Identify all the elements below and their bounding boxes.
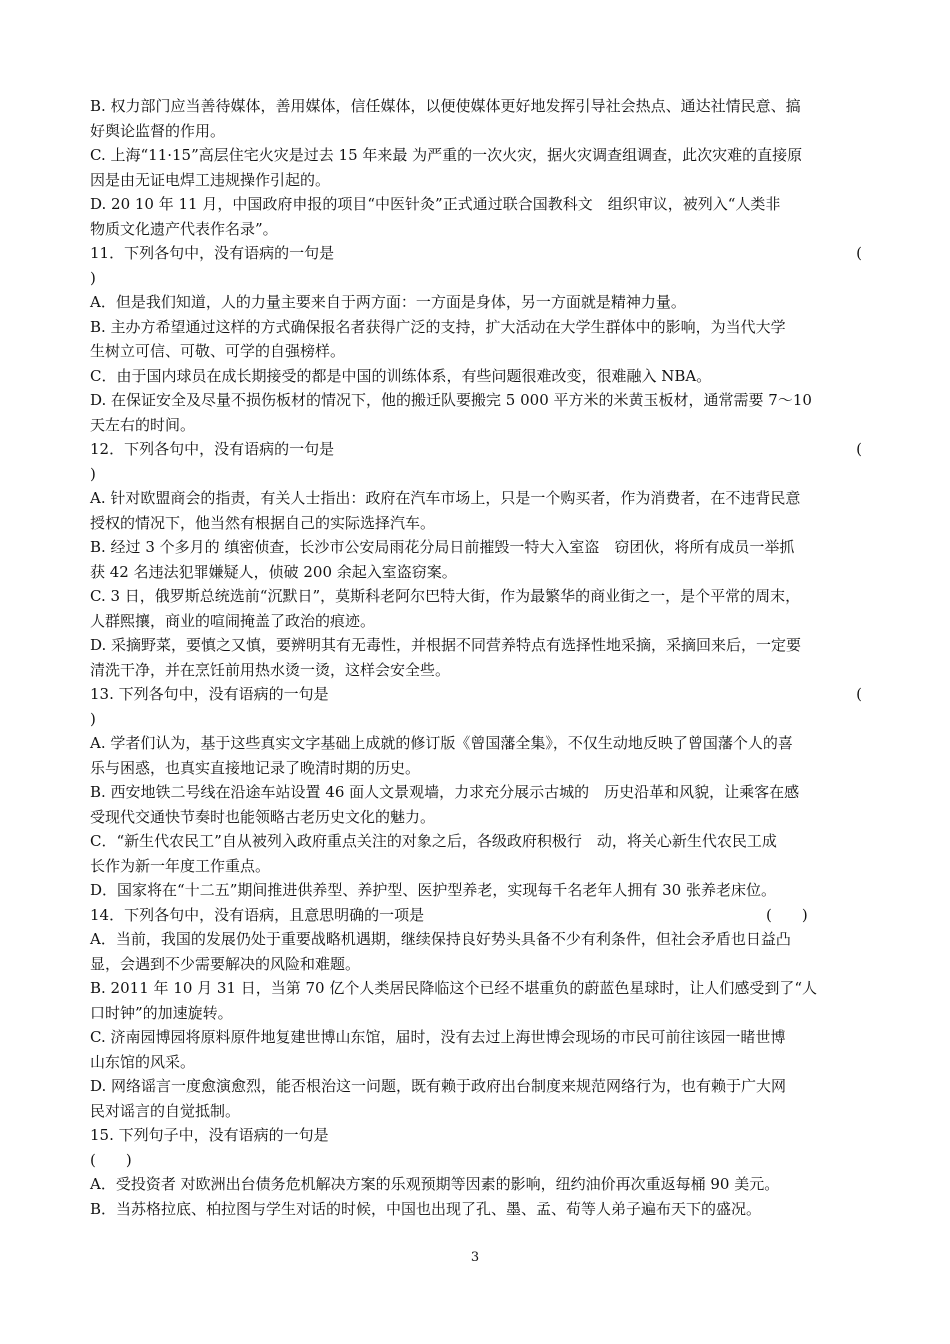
text-line: 山东馆的风采。 bbox=[90, 1052, 196, 1071]
answer-bracket-close: ) bbox=[90, 268, 96, 287]
text-line: 获 42 名违法犯罪嫌疑人，侦破 200 余起入室盗窃案。 bbox=[90, 562, 457, 581]
option-d: D. 网络谣言一度愈演愈烈，能否根治这一问题，既有赖于政府出台制度来规范网络行为，也有赖于广大网 bbox=[90, 1077, 787, 1095]
option-b: B. 西安地铁二号线在沿途车站设置 46 面人文景观墙，力求充分展示古城的 历史沿革和风貌，让乘客在感 bbox=[90, 783, 800, 801]
option-c: C．“新生代农民工”自从被列入政府重点关注的对象之后，各级政府积极行 动，将关心新生代农民工成 bbox=[90, 832, 777, 850]
question-12-stem bbox=[90, 437, 862, 462]
answer-bracket-open: ( bbox=[856, 244, 862, 262]
answer-bracket: ( ) bbox=[90, 1150, 132, 1169]
text-line: 显，会遇到不少需要解决的风险和难题。 bbox=[90, 954, 361, 973]
option-a: A．当前，我国的发展仍处于重要战略机遇期，继续保持良好势头具备不少有利条件，但社会矛盾也日益凸 bbox=[90, 930, 791, 948]
text-line: 物质文化遗产代表作名录”。 bbox=[90, 219, 278, 238]
option-b: B. 2011 年 10 月 31 日，当第 70 亿个人类居民降临这个已经不堪重负的蔚蓝色星球时，让人们感受到了“人 bbox=[90, 979, 818, 997]
question-text: 13. 下列各句中，没有语病的一句是 bbox=[90, 685, 329, 703]
text-line: 因是由无证电焊工违规操作引起的。 bbox=[90, 170, 331, 189]
text-line: 好舆论监督的作用。 bbox=[90, 121, 226, 140]
text-line: 长作为新一年度工作重点。 bbox=[90, 856, 271, 875]
answer-bracket-open: ( bbox=[856, 685, 862, 703]
option-c: C. 3 日，俄罗斯总统选前“沉默日”，莫斯科老阿尔巴特大街，作为最繁华的商业街之一，是个平常的周末， bbox=[90, 587, 801, 605]
text-line: 受现代交通快节奏时也能领略古老历史文化的魅力。 bbox=[90, 807, 436, 826]
answer-bracket-open: ( bbox=[856, 440, 862, 458]
question-14-stem bbox=[90, 903, 862, 928]
answer-bracket-close: ) bbox=[90, 464, 96, 483]
option-c: C. 济南园博园将原料原件地复建世博山东馆，届时，没有去过上海世博会现场的市民可前往该园一睹世博 bbox=[90, 1028, 786, 1046]
question-11-stem bbox=[90, 241, 862, 266]
question-text: 14．下列各句中，没有语病，且意思明确的一项是 bbox=[90, 905, 425, 924]
option-a: A. 学者们认为，基于这些真实文字基础上成就的修订版《曾国藩全集》，不仅生动地反映了曾国藩个人的喜 bbox=[90, 734, 793, 752]
page-number: 3 bbox=[470, 1250, 480, 1265]
answer-bracket: ( ) bbox=[766, 905, 808, 924]
option-d: D．国家将在“十二五”期间推进供养型、养护型、医护型养老，实现每千名老年人拥有 30 张养老床位。 bbox=[90, 881, 776, 899]
text-line: 人群熙攘，商业的喧闹掩盖了政治的痕迹。 bbox=[90, 611, 376, 630]
option-b: B. 主办方希望通过这样的方式确保报名者获得广泛的支持，扩大活动在大学生群体中的影响，为当代大学 bbox=[90, 317, 786, 336]
option-b: B．当苏格拉底、柏拉图与学生对话的时候，中国也出现了孔、墨、孟、荀等人弟子遍布天下的盛况。 bbox=[90, 1199, 762, 1218]
option-d: D. 采摘野菜，要慎之又慎，要辨明其有无毒性，并根据不同营养特点有选择性地采摘，采摘回来后，一定要 bbox=[90, 636, 802, 654]
text-line: 生树立可信、可敬、可学的自强榜样。 bbox=[90, 342, 346, 360]
option-c: C．由于国内球员在成长期接受的都是中国的训练体系，有些问题很难改变，很难融入 NBA。 bbox=[90, 366, 712, 385]
text-line: D. 20 10 年 11 月，中国政府申报的项目“中医针灸”正式通过联合国教科文 组织审议，被列入“人类非 bbox=[90, 195, 781, 213]
question-text: 12．下列各句中，没有语病的一句是 bbox=[90, 440, 335, 458]
option-a: A．受投资者 对欧洲出台债务危机解决方案的乐观预期等因素的影响，纽约油价再次重返每桶 90 美元。 bbox=[90, 1175, 780, 1193]
document-body bbox=[90, 94, 862, 1221]
text-line: 乐与困惑，也真实直接地记录了晚清时期的历史。 bbox=[90, 758, 421, 777]
option-b: B. 经过 3 个多月的 缜密侦查，长沙市公安局雨花分局日前摧毁一特大入室盗 窃团伙，将所有成员一举抓 bbox=[90, 538, 795, 556]
text-line: 天左右的时间。 bbox=[90, 415, 196, 434]
question-text: 11．下列各句中，没有语病的一句是 bbox=[90, 244, 335, 262]
text-line: B. 权力部门应当善待媒体，善用媒体，信任媒体，以便使媒体更好地发挥引导社会热点、通达社情民意、搞 bbox=[90, 97, 801, 115]
question-15-stem: 15. 下列句子中，没有语病的一句是 bbox=[90, 1126, 329, 1144]
text-line: 授权的情况下，他当然有根据自己的实际选择汽车。 bbox=[90, 513, 436, 532]
option-d: D. 在保证安全及尽量不损伤板材的情况下，他的搬迁队要搬完 5 000 平方米的米黄玉板材，通常需要 7～10 bbox=[90, 391, 812, 409]
text-line: 口时钟”的加速旋转。 bbox=[90, 1003, 233, 1022]
text-line: 清洗干净，并在烹饪前用热水烫一烫，这样会安全些。 bbox=[90, 660, 451, 679]
text-line: 民对谣言的自觉抵制。 bbox=[90, 1101, 241, 1120]
option-a: A．但是我们知道，人的力量主要来自于两方面：一方面是身体，另一方面就是精神力量。 bbox=[90, 293, 686, 311]
text-line: C. 上海“11·15”高层住宅火灾是过去 15 年来最 为严重的一次火灾，据火灾调查组调查，此次灾难的直接原 bbox=[90, 146, 803, 164]
option-a: A. 针对欧盟商会的指责，有关人士指出：政府在汽车市场上，只是一个购买者，作为消费者，在不违背民意 bbox=[90, 489, 801, 507]
answer-bracket-close: ) bbox=[90, 709, 96, 728]
question-13-stem bbox=[90, 682, 862, 707]
